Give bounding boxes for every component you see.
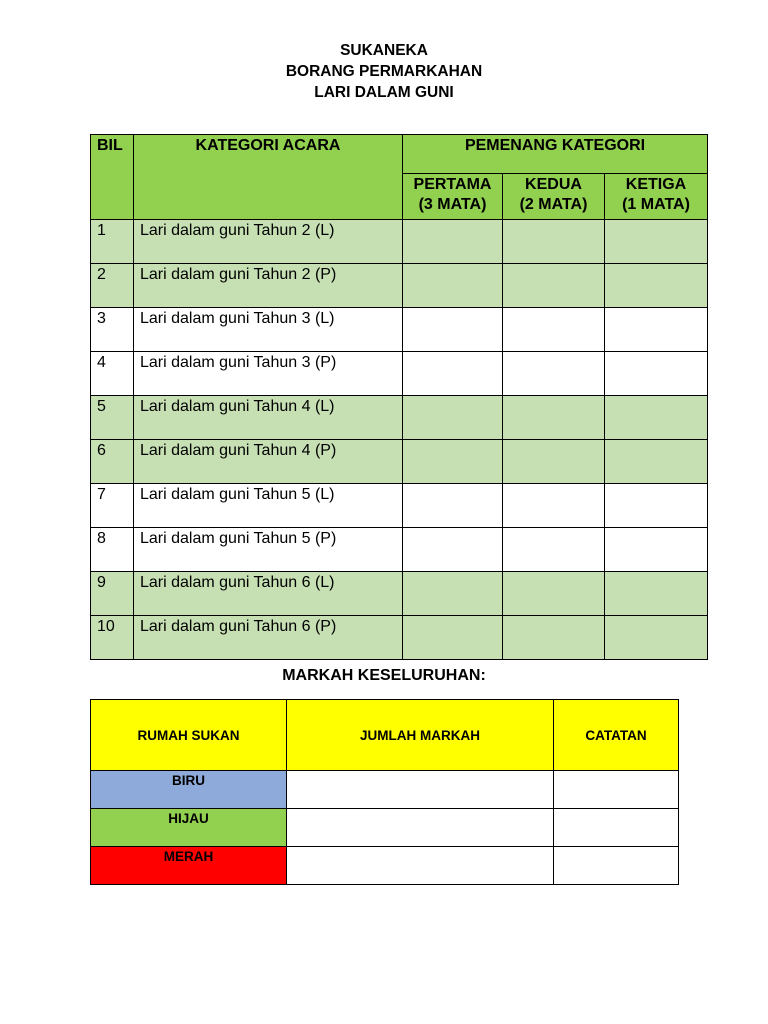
table-row (91, 528, 708, 572)
markah-keseluruhan-title: MARKAH KESELURUHAN: (282, 667, 486, 684)
kedua-cell[interactable] (503, 616, 605, 660)
row-kategori: Lari dalam guni Tahun 6 (L) (134, 572, 403, 616)
ketiga-cell[interactable] (605, 484, 708, 528)
ketiga-cell[interactable] (605, 528, 708, 572)
header-pertama-points: (3 MATA) (418, 196, 487, 213)
table-row (91, 352, 708, 396)
row-kategori: Lari dalam guni Tahun 4 (P) (134, 440, 403, 484)
title-line-3: LARI DALAM GUNI (314, 84, 454, 101)
row-kategori: Lari dalam guni Tahun 4 (L) (134, 396, 403, 440)
title-line-1: SUKANEKA (340, 42, 428, 59)
pertama-cell[interactable] (403, 484, 503, 528)
house-row-hijau (91, 809, 679, 847)
jumlah-markah-cell[interactable] (287, 809, 554, 847)
house-row-biru (91, 771, 679, 809)
table-row (91, 264, 708, 308)
row-kategori: Lari dalam guni Tahun 2 (L) (134, 220, 403, 264)
pertama-cell[interactable] (403, 396, 503, 440)
pertama-cell[interactable] (403, 572, 503, 616)
house-name: HIJAU (91, 809, 287, 847)
row-kategori: Lari dalam guni Tahun 6 (P) (134, 616, 403, 660)
kedua-cell[interactable] (503, 220, 605, 264)
header-kategori-acara: KATEGORI ACARA (134, 135, 403, 220)
header-bil: BIL (91, 135, 134, 220)
ketiga-cell[interactable] (605, 396, 708, 440)
table-row (91, 440, 708, 484)
kedua-cell[interactable] (503, 440, 605, 484)
pertama-cell[interactable] (403, 352, 503, 396)
header-pemenang-kategori: PEMENANG KATEGORI (403, 135, 708, 174)
row-kategori: Lari dalam guni Tahun 2 (P) (134, 264, 403, 308)
table-row (91, 616, 708, 660)
header-rumah-sukan: RUMAH SUKAN (91, 700, 287, 771)
title-line-2: BORANG PERMARKAHAN (285, 63, 483, 80)
header-ketiga (605, 174, 708, 220)
row-bil: 10 (91, 616, 134, 660)
header-ketiga-points: (1 MATA) (622, 196, 690, 213)
header-kedua-points: (2 MATA) (519, 196, 588, 213)
row-bil: 4 (91, 352, 134, 396)
kedua-cell[interactable] (503, 396, 605, 440)
jumlah-markah-cell[interactable] (287, 847, 554, 885)
row-bil: 3 (91, 308, 134, 352)
table-row (91, 572, 708, 616)
row-bil: 1 (91, 220, 134, 264)
header-catatan: CATATAN (554, 700, 679, 771)
pertama-cell[interactable] (403, 616, 503, 660)
row-bil: 2 (91, 264, 134, 308)
kedua-cell[interactable] (503, 352, 605, 396)
jumlah-markah-cell[interactable] (287, 771, 554, 809)
ketiga-cell[interactable] (605, 220, 708, 264)
header-kedua-label: KEDUA (525, 176, 582, 193)
kedua-cell[interactable] (503, 528, 605, 572)
catatan-cell[interactable] (554, 771, 679, 809)
pertama-cell[interactable] (403, 220, 503, 264)
row-bil: 6 (91, 440, 134, 484)
table-row (91, 220, 708, 264)
pertama-cell[interactable] (403, 264, 503, 308)
header-jumlah-markah: JUMLAH MARKAH (287, 700, 554, 771)
totals-table (90, 699, 679, 885)
header-kedua (503, 174, 605, 220)
table-row (91, 308, 708, 352)
row-bil: 5 (91, 396, 134, 440)
house-name: BIRU (91, 771, 287, 809)
document-title (0, 40, 768, 103)
table-row (91, 484, 708, 528)
row-kategori: Lari dalam guni Tahun 5 (L) (134, 484, 403, 528)
pertama-cell[interactable] (403, 308, 503, 352)
ketiga-cell[interactable] (605, 352, 708, 396)
ketiga-cell[interactable] (605, 308, 708, 352)
kedua-cell[interactable] (503, 264, 605, 308)
header-pertama-label: PERTAMA (413, 176, 492, 193)
pertama-cell[interactable] (403, 528, 503, 572)
ketiga-cell[interactable] (605, 264, 708, 308)
row-bil: 7 (91, 484, 134, 528)
catatan-cell[interactable] (554, 847, 679, 885)
kedua-cell[interactable] (503, 572, 605, 616)
table-row (91, 396, 708, 440)
kedua-cell[interactable] (503, 308, 605, 352)
ketiga-cell[interactable] (605, 616, 708, 660)
row-kategori: Lari dalam guni Tahun 3 (L) (134, 308, 403, 352)
pertama-cell[interactable] (403, 440, 503, 484)
header-pertama (403, 174, 503, 220)
catatan-cell[interactable] (554, 809, 679, 847)
row-kategori: Lari dalam guni Tahun 3 (P) (134, 352, 403, 396)
row-bil: 9 (91, 572, 134, 616)
ketiga-cell[interactable] (605, 572, 708, 616)
row-kategori: Lari dalam guni Tahun 5 (P) (134, 528, 403, 572)
score-table (90, 134, 708, 660)
house-name: MERAH (91, 847, 287, 885)
house-row-merah (91, 847, 679, 885)
ketiga-cell[interactable] (605, 440, 708, 484)
row-bil: 8 (91, 528, 134, 572)
header-ketiga-label: KETIGA (625, 176, 687, 193)
kedua-cell[interactable] (503, 484, 605, 528)
